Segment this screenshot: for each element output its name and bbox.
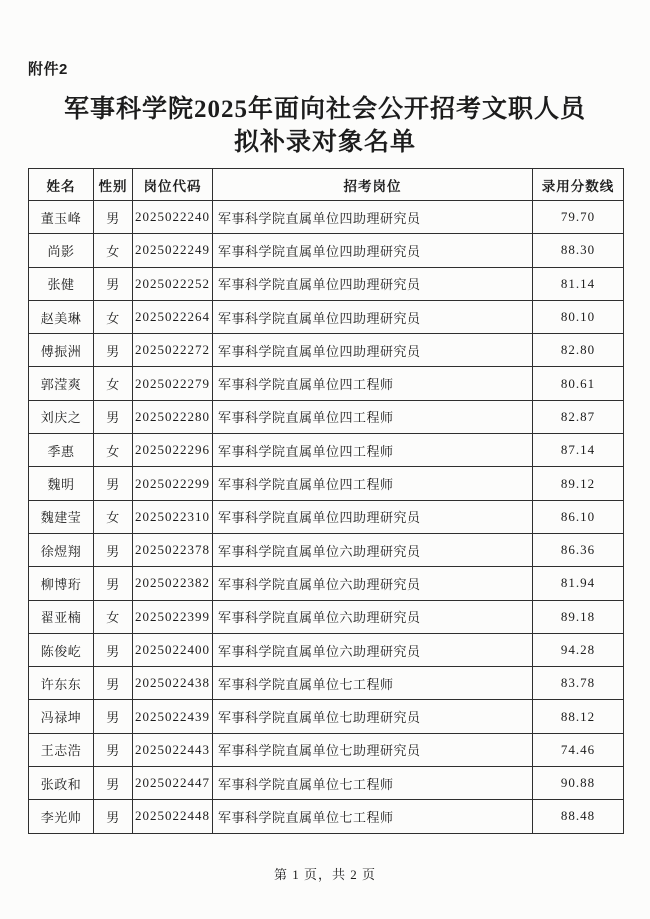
gender-cell: 男 <box>94 733 133 766</box>
position-title-cell: 军事科学院直属单位七助理研究员 <box>213 700 533 733</box>
score-cell: 88.12 <box>533 700 624 733</box>
score-cell: 89.18 <box>533 600 624 633</box>
page-footer: 第 1 页，共 2 页 <box>273 867 376 882</box>
position-title-cell: 军事科学院直属单位四助理研究员 <box>213 201 533 234</box>
position-code-cell: 2025022310 <box>133 500 213 533</box>
gender-cell: 男 <box>94 567 133 600</box>
score-cell: 81.94 <box>533 567 624 600</box>
name-cell: 刘庆之 <box>29 400 94 433</box>
gender-cell: 男 <box>94 633 133 666</box>
name-cell: 柳博珩 <box>29 567 94 600</box>
score-cell: 82.80 <box>533 334 624 367</box>
page-title <box>0 93 650 159</box>
column-header: 录用分数线 <box>533 169 624 201</box>
table-row <box>29 300 624 333</box>
gender-cell: 男 <box>94 201 133 234</box>
position-title-cell: 军事科学院直属单位六助理研究员 <box>213 533 533 566</box>
table-row <box>29 567 624 600</box>
column-header: 姓名 <box>29 169 94 201</box>
name-cell: 魏明 <box>29 467 94 500</box>
table-row <box>29 234 624 267</box>
position-code-cell: 2025022438 <box>133 667 213 700</box>
name-cell: 郭滢爽 <box>29 367 94 400</box>
gender-cell: 男 <box>94 533 133 566</box>
score-cell: 82.87 <box>533 400 624 433</box>
position-code-cell: 2025022264 <box>133 300 213 333</box>
table-row <box>29 800 624 833</box>
position-code-cell: 2025022382 <box>133 567 213 600</box>
position-code-cell: 2025022447 <box>133 767 213 800</box>
gender-cell: 男 <box>94 700 133 733</box>
table-row <box>29 500 624 533</box>
position-code-cell: 2025022299 <box>133 467 213 500</box>
gender-cell: 男 <box>94 400 133 433</box>
position-title-cell: 军事科学院直属单位六助理研究员 <box>213 600 533 633</box>
gender-cell: 女 <box>94 500 133 533</box>
name-cell: 徐煜翔 <box>29 533 94 566</box>
position-title-cell: 军事科学院直属单位六助理研究员 <box>213 567 533 600</box>
score-cell: 86.36 <box>533 533 624 566</box>
title-line-2: 拟补录对象名单 <box>233 129 416 156</box>
score-cell: 86.10 <box>533 500 624 533</box>
table-row <box>29 267 624 300</box>
gender-cell: 男 <box>94 800 133 833</box>
position-code-cell: 2025022400 <box>133 633 213 666</box>
position-title-cell: 军事科学院直属单位四工程师 <box>213 367 533 400</box>
position-title-cell: 军事科学院直属单位四工程师 <box>213 400 533 433</box>
gender-cell: 女 <box>94 434 133 467</box>
score-cell: 89.12 <box>533 467 624 500</box>
name-cell: 翟亚楠 <box>29 600 94 633</box>
name-cell: 魏建莹 <box>29 500 94 533</box>
name-cell: 许东东 <box>29 667 94 700</box>
position-title-cell: 军事科学院直属单位四助理研究员 <box>213 500 533 533</box>
position-code-cell: 2025022448 <box>133 800 213 833</box>
position-title-cell: 军事科学院直属单位七工程师 <box>213 800 533 833</box>
name-cell: 董玉峰 <box>29 201 94 234</box>
position-code-cell: 2025022249 <box>133 234 213 267</box>
score-cell: 81.14 <box>533 267 624 300</box>
table-row <box>29 467 624 500</box>
gender-cell: 男 <box>94 767 133 800</box>
position-code-cell: 2025022399 <box>133 600 213 633</box>
table-row <box>29 201 624 234</box>
position-code-cell: 2025022280 <box>133 400 213 433</box>
gender-cell: 女 <box>94 234 133 267</box>
table-row <box>29 733 624 766</box>
table-header-row <box>29 169 624 201</box>
table-row <box>29 400 624 433</box>
score-cell: 88.48 <box>533 800 624 833</box>
name-cell: 张政和 <box>29 767 94 800</box>
position-code-cell: 2025022296 <box>133 434 213 467</box>
position-code-cell: 2025022279 <box>133 367 213 400</box>
score-cell: 74.46 <box>533 733 624 766</box>
name-cell: 季惠 <box>29 434 94 467</box>
position-title-cell: 军事科学院直属单位七工程师 <box>213 767 533 800</box>
score-cell: 83.78 <box>533 667 624 700</box>
score-cell: 94.28 <box>533 633 624 666</box>
position-title-cell: 军事科学院直属单位四助理研究员 <box>213 300 533 333</box>
title-line-1: 军事科学院2025年面向社会公开招考文职人员 <box>63 96 586 123</box>
column-header: 岗位代码 <box>133 169 213 201</box>
position-code-cell: 2025022378 <box>133 533 213 566</box>
position-code-cell: 2025022443 <box>133 733 213 766</box>
table-row <box>29 667 624 700</box>
position-title-cell: 军事科学院直属单位六助理研究员 <box>213 633 533 666</box>
table-row <box>29 633 624 666</box>
recruitment-table <box>28 168 624 834</box>
table-row <box>29 600 624 633</box>
score-cell: 80.61 <box>533 367 624 400</box>
name-cell: 陈俊屹 <box>29 633 94 666</box>
position-code-cell: 2025022439 <box>133 700 213 733</box>
name-cell: 张健 <box>29 267 94 300</box>
position-title-cell: 军事科学院直属单位四助理研究员 <box>213 234 533 267</box>
table-row <box>29 334 624 367</box>
table-row <box>29 767 624 800</box>
table-row <box>29 700 624 733</box>
gender-cell: 男 <box>94 334 133 367</box>
column-header: 招考岗位 <box>213 169 533 201</box>
gender-cell: 女 <box>94 300 133 333</box>
position-title-cell: 军事科学院直属单位四工程师 <box>213 434 533 467</box>
position-title-cell: 军事科学院直属单位七工程师 <box>213 667 533 700</box>
position-title-cell: 军事科学院直属单位四助理研究员 <box>213 334 533 367</box>
name-cell: 赵美琳 <box>29 300 94 333</box>
position-code-cell: 2025022252 <box>133 267 213 300</box>
gender-cell: 女 <box>94 600 133 633</box>
name-cell: 尚影 <box>29 234 94 267</box>
position-title-cell: 军事科学院直属单位四工程师 <box>213 467 533 500</box>
name-cell: 傅振洲 <box>29 334 94 367</box>
column-header: 性别 <box>94 169 133 201</box>
score-cell: 79.70 <box>533 201 624 234</box>
score-cell: 88.30 <box>533 234 624 267</box>
table-row <box>29 367 624 400</box>
gender-cell: 男 <box>94 267 133 300</box>
score-cell: 87.14 <box>533 434 624 467</box>
gender-cell: 男 <box>94 667 133 700</box>
position-title-cell: 军事科学院直属单位四助理研究员 <box>213 267 533 300</box>
attachment-label: 附件2 <box>28 61 68 78</box>
position-code-cell: 2025022240 <box>133 201 213 234</box>
name-cell: 李光帅 <box>29 800 94 833</box>
gender-cell: 女 <box>94 367 133 400</box>
table-row <box>29 434 624 467</box>
name-cell: 王志浩 <box>29 733 94 766</box>
table-body <box>29 201 624 834</box>
position-code-cell: 2025022272 <box>133 334 213 367</box>
score-cell: 80.10 <box>533 300 624 333</box>
score-cell: 90.88 <box>533 767 624 800</box>
table-row <box>29 533 624 566</box>
position-title-cell: 军事科学院直属单位七助理研究员 <box>213 733 533 766</box>
gender-cell: 男 <box>94 467 133 500</box>
name-cell: 冯禄坤 <box>29 700 94 733</box>
